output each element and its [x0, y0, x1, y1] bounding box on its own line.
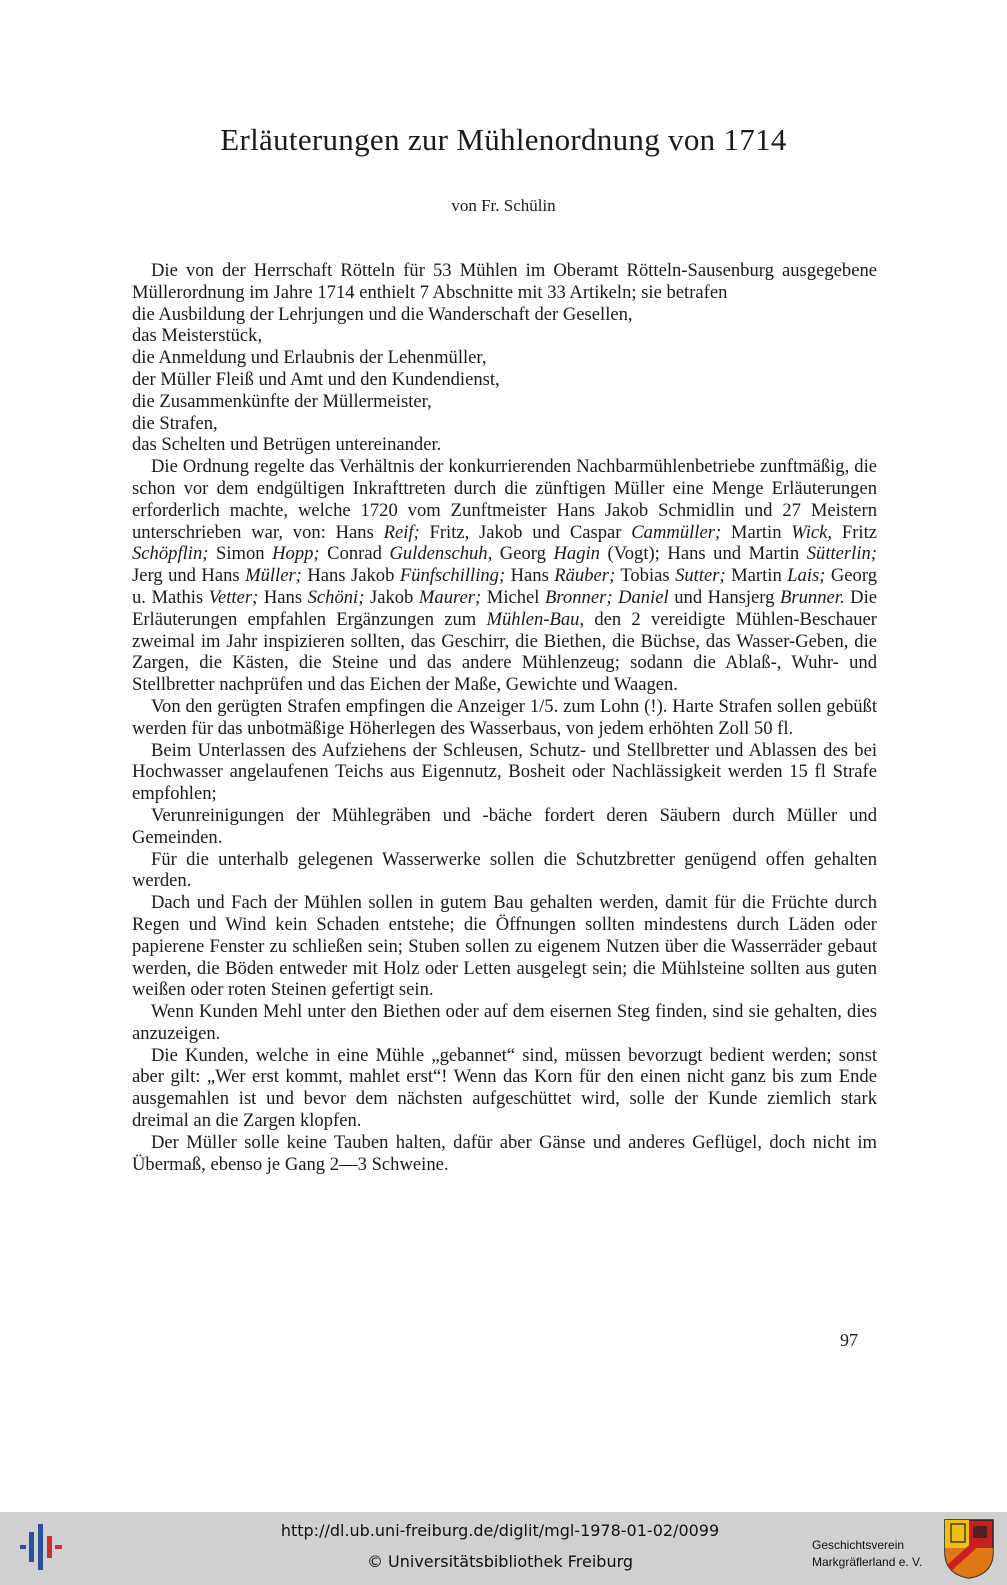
society-name-line2: Markgräflerland e. V. [812, 1555, 923, 1569]
markgraeflerland-crest-icon[interactable] [943, 1518, 995, 1580]
name-italic: Mühlen-Bau, [486, 608, 585, 630]
name-italic: Guldenschuh, [389, 543, 493, 565]
list-item: die Anmeldung und Erlaubnis der Lehenmüller, [132, 347, 487, 369]
footer-bar [0, 1512, 1007, 1585]
paragraph-intro: Die von der Herrschaft Rötteln für 53 Mühlen im Oberamt Rötteln-Sausenburg ausgegebene Müllerordnung im Jahre 1714 enthielt 7 Abschnitte mit 33 Artikeln; sie betrafen [132, 260, 877, 303]
name-italic: Sütterlin; [806, 543, 877, 565]
list-item: das Meisterstück, [132, 325, 263, 347]
name-italic: Sutter; [675, 565, 726, 587]
name-italic: Hopp; [272, 543, 320, 565]
footer-copyright: © Universitätsbibliothek Freiburg [366, 1552, 634, 1571]
author-line: von Fr. Schülin [451, 196, 556, 215]
name-italic: Reif; [383, 521, 420, 543]
society-name-line1: Geschichtsverein [812, 1538, 905, 1552]
paragraph: Für die unterhalb gelegenen Wasserwerke sollen die Schutzbretter genügend offen gehalten werden. [132, 848, 877, 892]
list-item: die Strafen, [132, 412, 218, 434]
name-italic: Schöni; [307, 586, 365, 608]
page-title: Erläuterungen zur Mühlenordnung von 1714 [220, 122, 787, 157]
name-italic: Schöpflin; [132, 543, 209, 565]
name-italic: Hagin [553, 543, 600, 565]
article-body [132, 260, 877, 1175]
society-name [812, 1537, 942, 1571]
name-italic: Fünfschilling; [399, 565, 506, 587]
name-italic: Vetter; [208, 586, 259, 608]
paragraph: Die Kunden, welche in eine Mühle „gebannet“ sind, müssen bevorzugt bedient werden; sonst aber gilt: „Wer erst kommt, mahlet erst“! Wenn das Korn für den einen nicht ganz bis zum Ende ausgemahlen ist und bevor dem nächsten aufgeschüttet wird, solle der Kunde ziemlich stark dreimal an die Zargen klopfen. [132, 1044, 877, 1132]
paragraph: Verunreinigungen der Mühlegräben und -bäche fordert deren Säubern durch Müller und Gemeinden. [132, 804, 877, 848]
name-italic: Brunner. [780, 586, 845, 608]
paragraph: Dach und Fach der Mühlen sollen in gutem Bau gehalten werden, damit für die Früchte durch Regen und Wind kein Schaden entstehe; die Öffnungen sollten mindestens durch Läden oder papierene Fenster zu schließen sein; Stuben sollen zu eigenem Nutzen über die Wasserräder gebaut werden, die Böden entweder mit Holz oder Letten ausgelegt sein; die Mühlsteine sollten aus guten weißen oder roten Steinen gefertigt sein. [132, 892, 877, 1001]
paragraph: Der Müller solle keine Tauben halten, dafür aber Gänse und anderes Geflügel, doch nicht im Übermaß, ebenso je Gang 2—3 Schweine. [132, 1131, 877, 1175]
footer-url-link[interactable]: http://dl.ub.uni-freiburg.de/diglit/mgl-1978-01-02/0099 [280, 1521, 720, 1540]
list-item: die Zusammenkünfte der Müllermeister, [132, 390, 432, 412]
paragraph: Von den gerügten Strafen empfingen die Anzeiger 1/5. zum Lohn (!). Harte Strafen sollen gebüßt werden für das unbotmäßige Höherlegen des Wasserbaus, von jedem erhöhten Zoll 50 fl. [132, 695, 877, 739]
paragraph: Wenn Kunden Mehl unter den Biethen oder auf dem eisernen Steg finden, sind sie gehalten, dies anzuzeigen. [132, 1001, 877, 1044]
list-item: das Schelten und Betrügen untereinander. [132, 434, 442, 456]
page-number: 97 [840, 1330, 858, 1350]
name-italic: Wick, [791, 521, 833, 543]
name-italic: Räuber; [554, 565, 616, 587]
list-item: die Ausbildung der Lehrjungen und die Wanderschaft der Gesellen, [132, 303, 633, 325]
paragraph: Beim Unterlassen des Aufziehens der Schleusen, Schutz- und Stellbretter und Ablassen des bei Hochwasser angelaufenen Teichs aus Eigennutz, Bosheit oder Nachlässigkeit werden 15 fl Strafe empfohlen; [132, 739, 877, 805]
name-italic: Bronner; Daniel [545, 586, 669, 608]
name-italic: Müller; [245, 565, 302, 587]
name-italic: Maurer; [418, 586, 482, 608]
name-italic: Lais; [787, 565, 826, 587]
ub-freiburg-logo-icon[interactable] [14, 1522, 64, 1572]
list-item: der Müller Fleiß und Amt und den Kundendienst, [132, 368, 500, 390]
name-italic: Cammüller; [631, 521, 722, 543]
paragraph-ordnung: Die Ordnung regelte das Verhältnis der konkurrierenden Nachbarmühlenbetriebe zunftmäßig, die schon vor dem endgültigen Inkrafttreten durch die zünftigen Müller eine Menge Erläuterungen erforderlich machte, welche 1720 vom Zunftmeister Hans Jakob Schmidlin und 27 Meistern unterschrieben war, von: Hans Reif; Fritz, Jakob und Caspar Cammüller; Martin Wick, Fritz Schöpflin; Simon Hopp; Conrad Guldenschuh, Georg Hagin (Vogt); Hans und Martin Sütterlin; Jerg und Hans Müller; Hans Jakob Fünfschilling; Hans Räuber; Tobias Sutter; Martin Lais; Georg u. Mathis Vetter; Hans Schöni; Jakob Maurer; Michel Bronner; Daniel und Hansjerg Brunner. Die Erläuterungen empfahlen Ergänzungen zum Mühlen-Bau, den 2 vereidigte Mühlen-Beschauer zweimal im Jahr inspizieren sollten, das Geschirr, die Biethen, die Büchse, das Wasser-Geben, die Zargen, die Kästen, die Steine und das andere Mühlenzeug; sodann die Ablaß-, Wuhr- und Stellbretter nachprüfen und das Eichen der Maße, Gewichte und Waagen. [132, 456, 877, 696]
